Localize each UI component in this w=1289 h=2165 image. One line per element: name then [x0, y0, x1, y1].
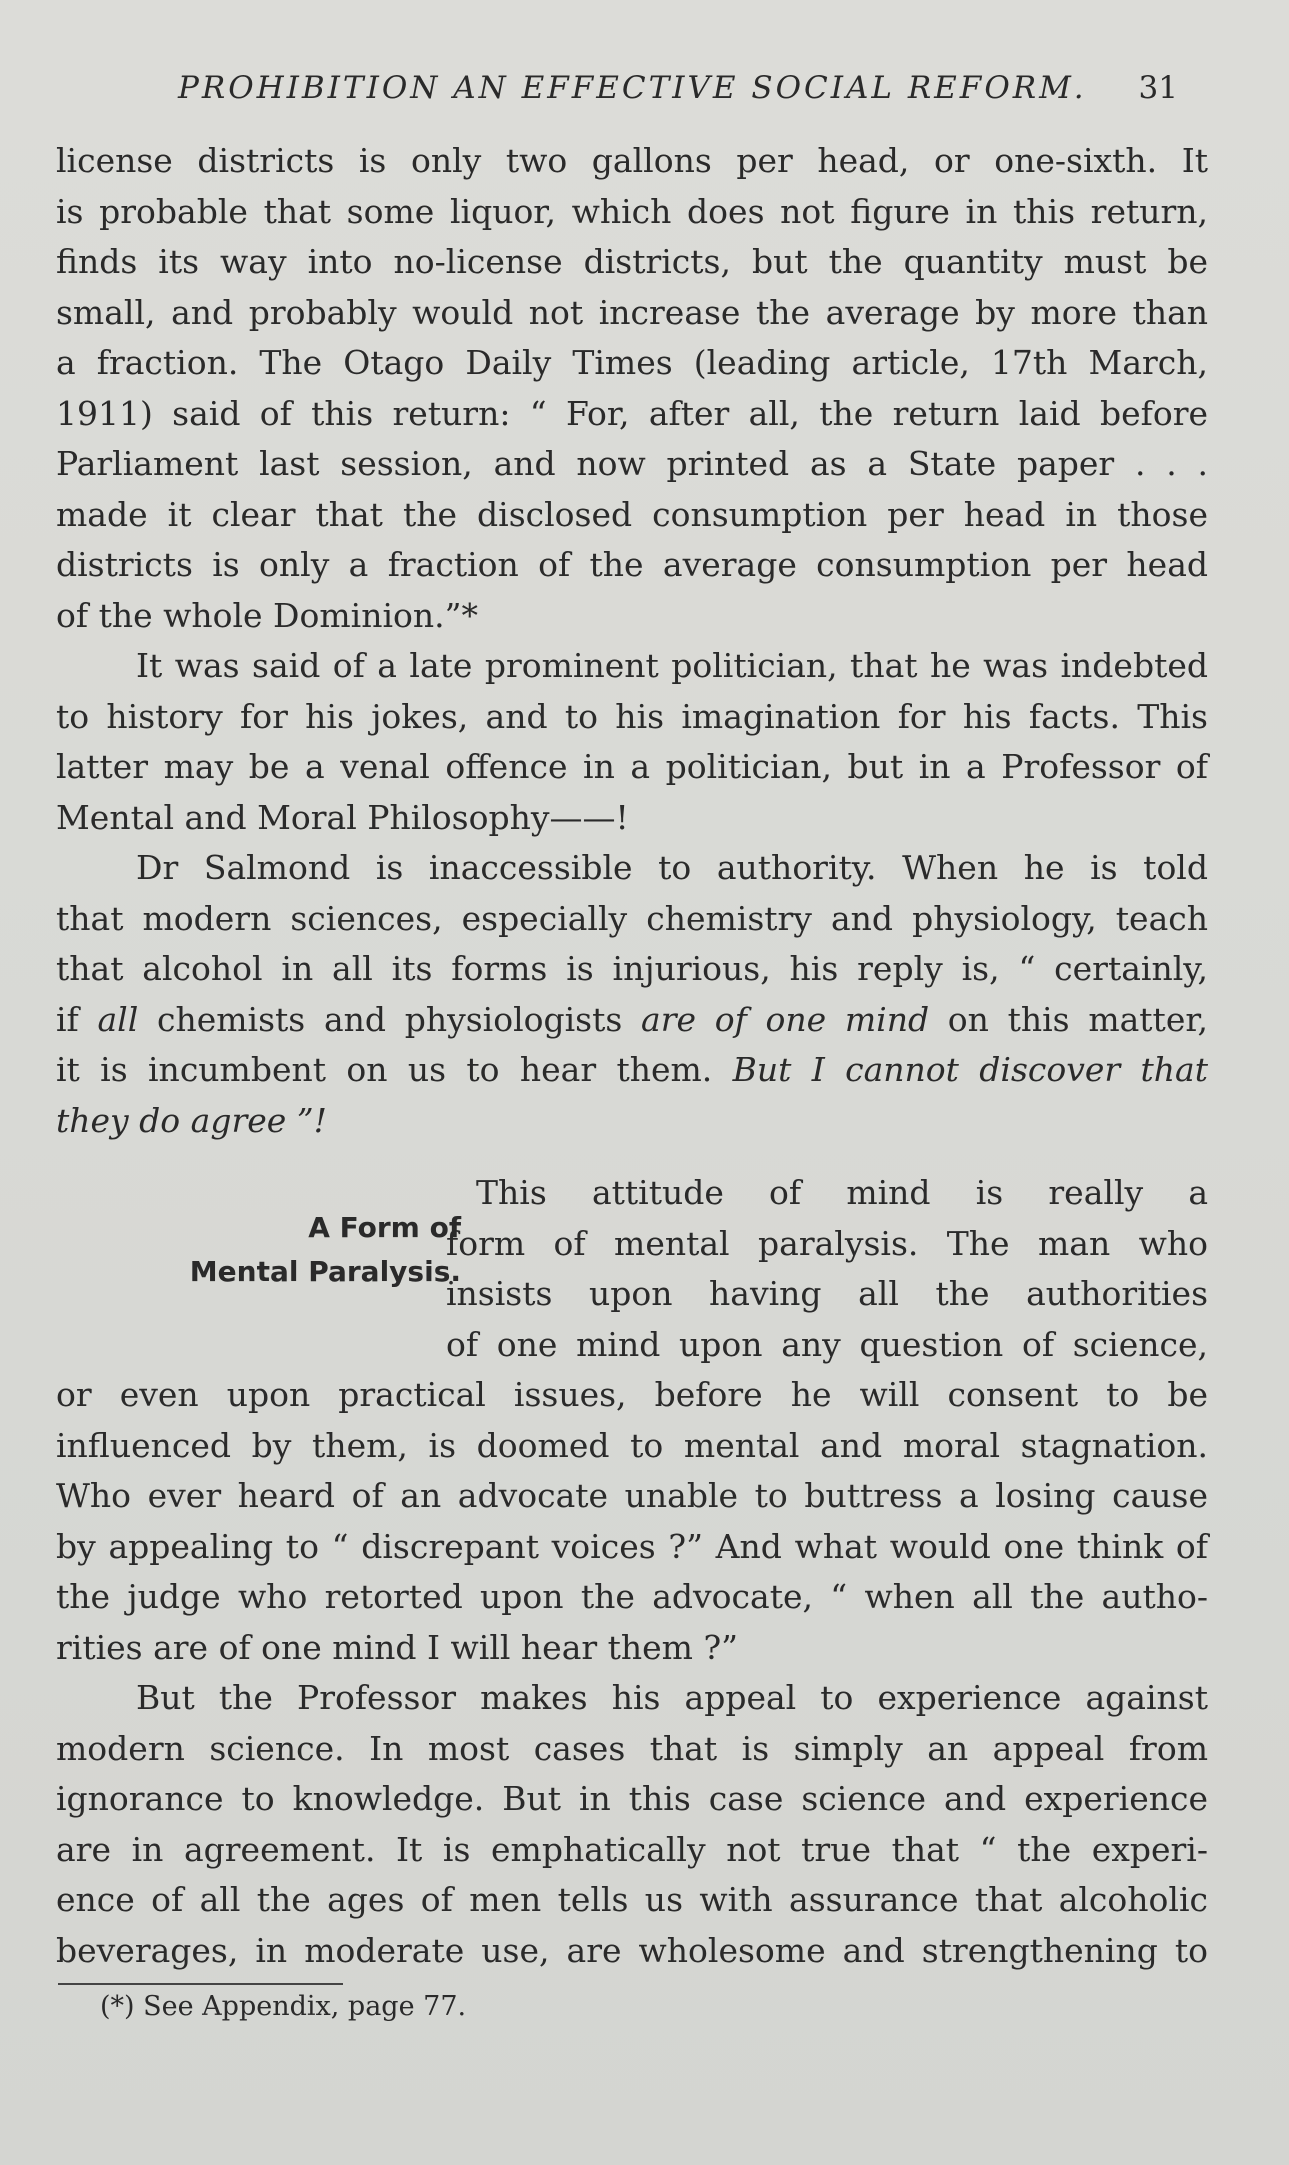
text-run: on this matter, [929, 999, 1208, 1039]
paragraph-3 [56, 843, 1208, 1146]
text-line: latter may be a venal offence in a politician, but in a Professor of [56, 747, 1208, 786]
text-line: form of mental paralysis. The man who [446, 1223, 1208, 1263]
text-line: is probable that some liquor, which does not figure in this return, [56, 191, 1208, 231]
italic-text: are of one mind [641, 999, 930, 1039]
page-body [56, 136, 1208, 1976]
text-line: are in agreement. It is emphatically not true that “ the experi- [56, 1829, 1208, 1869]
text-line [56, 995, 1208, 1046]
paragraph-5 [56, 1673, 1208, 1976]
text-line: that modern sciences, especially chemistry and physiology, teach [56, 898, 1208, 938]
side-heading-block [56, 1168, 1208, 1370]
text-line: Parliament last session, and now printed as a State paper . . . [56, 444, 1208, 483]
text-line: license districts is only two gallons per head, or one-sixth. It [56, 141, 1208, 180]
footnote: (*) See Appendix, page 77. [100, 1991, 467, 2022]
text-run: if [56, 999, 98, 1039]
text-line: This attitude of mind is really a [476, 1173, 1208, 1212]
text-line: of one mind upon any question of science, [446, 1324, 1208, 1364]
text-line [56, 1045, 1208, 1096]
text-line: Mental and Moral Philosophy——! [56, 797, 629, 837]
text-line: ence of all the ages of men tells us with assurance that alcoholic [56, 1880, 1208, 1919]
text-line: a fraction. The Otago Daily Times (leading article, 17th March, [56, 343, 1208, 382]
text-line: insists upon having all the authorities [446, 1274, 1208, 1313]
text-line: that alcohol in all its forms is injurious, his reply is, “ certainly, [56, 949, 1208, 988]
text-line: or even upon practical issues, before he will consent to be [56, 1375, 1208, 1414]
text-line: Who ever heard of an advocate unable to buttress a losing cause [56, 1476, 1208, 1515]
text-line: districts is only a fraction of the average consumption per head [56, 545, 1208, 584]
paragraph-4 [56, 1370, 1208, 1673]
text-line: finds its way into no-license districts, but the quantity must be [56, 242, 1208, 281]
paragraph-1 [56, 136, 1208, 641]
text-line: small, and probably would not increase the average by more than [56, 292, 1208, 332]
text-line [56, 1096, 1208, 1147]
text-line: But the Professor makes his appeal to experience against [136, 1678, 1208, 1717]
text-line: to history for his jokes, and to his imagination for his facts. This [56, 696, 1208, 736]
italic-text: But I cannot discover that [732, 1050, 1208, 1089]
side-heading-line: Mental Paralysis. [189, 1255, 461, 1288]
text-line: influenced by them, is doomed to mental and moral stagnation. [56, 1425, 1208, 1465]
running-header [178, 70, 1178, 106]
text-line: ignorance to knowledge. But in this case science and experience [56, 1779, 1208, 1818]
text-line: by appealing to “ discrepant voices ?” And what would one think of [56, 1526, 1208, 1566]
paragraph-2 [56, 641, 1208, 843]
spacer [56, 1146, 1208, 1168]
side-heading [116, 1206, 461, 1294]
italic-text: they do agree ”! [56, 1100, 327, 1140]
text-line: beverages, in moderate use, are wholesome and strengthening to [56, 1930, 1208, 1970]
text-line: modern science. In most cases that is simply an appeal from [56, 1728, 1208, 1768]
text-run: chemists and physiologists [138, 999, 642, 1039]
running-title: PROHIBITION AN EFFECTIVE SOCIAL REFORM. [178, 70, 1087, 106]
text-line: the judge who retorted upon the advocate, “ when all the autho- [56, 1577, 1208, 1616]
italic-text: all [97, 999, 139, 1039]
text-line: rities are of one mind I will hear them ?” [56, 1627, 739, 1667]
page-number: 31 [1138, 70, 1178, 106]
text-line: 1911) said of this return: “ For, after all, the return laid before [56, 393, 1208, 433]
text-line: Dr Salmond is inaccessible to authority. When he is told [136, 848, 1208, 887]
text-line: of the whole Dominion.”* [56, 595, 479, 635]
text-line: made it clear that the disclosed consumption per head in those [56, 494, 1208, 534]
text-line: It was said of a late prominent politician, that he was indebted [136, 646, 1208, 685]
side-heading-line: A Form of [308, 1211, 461, 1244]
text-run: it is incumbent on us to hear them. [56, 1050, 733, 1089]
paragraph-4-side-text [446, 1168, 1208, 1370]
